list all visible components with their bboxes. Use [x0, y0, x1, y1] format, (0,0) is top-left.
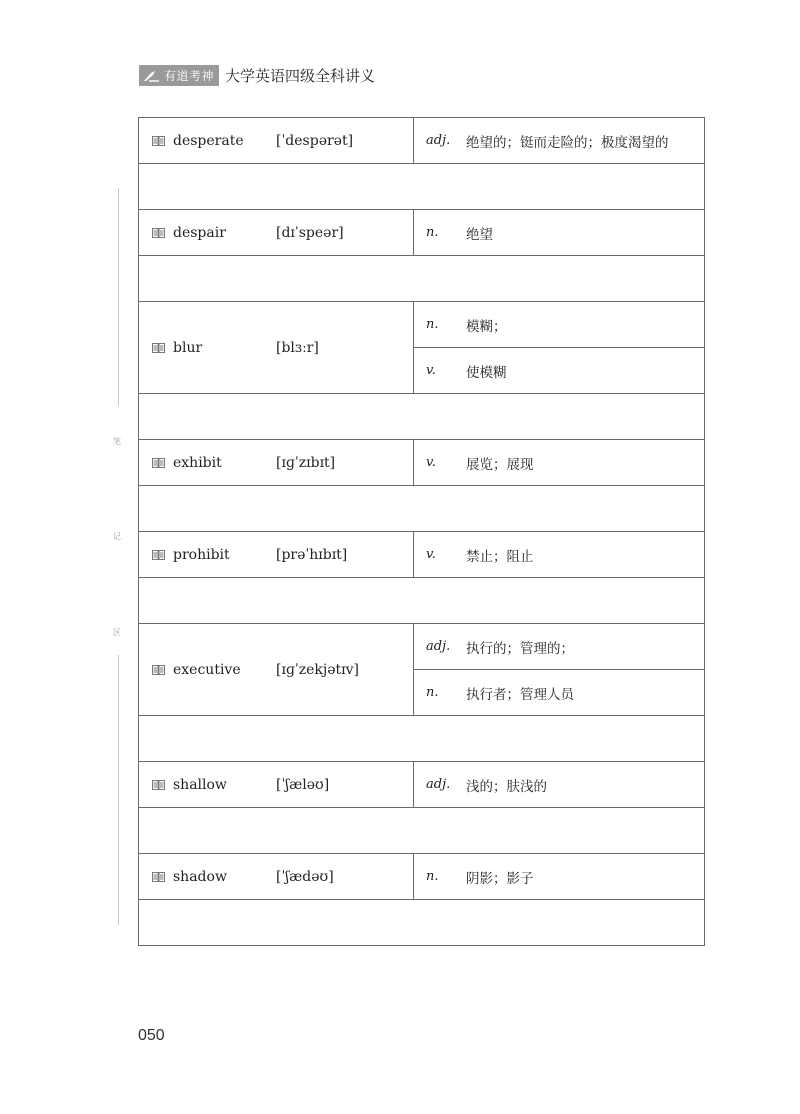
book-icon — [152, 665, 165, 675]
headword: shadow — [173, 868, 227, 885]
side-note-char: 区 — [113, 628, 121, 637]
side-note-char: 笔 — [113, 437, 121, 446]
blank-cell — [139, 486, 705, 532]
brand-name: 有道考神 — [164, 69, 215, 83]
headword: despair — [173, 224, 226, 241]
phonetic: [ˈʃædəʊ] — [276, 868, 334, 885]
definition-cell — [414, 348, 705, 394]
book-icon — [152, 872, 165, 882]
book-icon — [152, 343, 165, 353]
phonetic: [ɪɡˈzekjətɪv] — [276, 661, 359, 678]
blank-cell — [139, 808, 705, 854]
definition-cell — [414, 302, 705, 348]
blank-cell — [139, 164, 705, 210]
word-cell — [139, 762, 414, 808]
part-of-speech: v. — [426, 455, 436, 470]
meaning: 绝望 — [466, 226, 493, 243]
definition-cell — [414, 762, 705, 808]
meaning: 模糊； — [466, 318, 507, 335]
vocabulary-table — [138, 117, 705, 946]
part-of-speech: adj. — [426, 133, 451, 148]
headword: executive — [173, 661, 241, 678]
word-cell — [139, 118, 414, 164]
meaning: 执行的；管理的； — [466, 640, 574, 657]
side-note-char: 记 — [113, 532, 121, 541]
side-divider-bottom — [118, 655, 119, 925]
pen-logo-icon — [143, 70, 161, 82]
part-of-speech: v. — [426, 547, 436, 562]
blank-row — [139, 716, 705, 762]
part-of-speech: adj. — [426, 639, 451, 654]
blank-cell — [139, 716, 705, 762]
book-icon — [152, 136, 165, 146]
side-divider-top — [118, 188, 119, 406]
meaning: 浅的；肤浅的 — [466, 778, 547, 795]
blank-row — [139, 808, 705, 854]
phonetic: [dɪˈspeər] — [276, 224, 344, 241]
book-title: 大学英语四级全科讲义 — [225, 67, 376, 85]
phonetic: [prəˈhɪbɪt] — [276, 546, 348, 563]
brand-badge — [139, 65, 219, 86]
table-row — [139, 854, 705, 900]
table-row — [139, 118, 705, 164]
phonetic: [ˈdespərət] — [276, 132, 354, 149]
book-icon — [152, 458, 165, 468]
blank-row — [139, 394, 705, 440]
definition-cell — [414, 118, 705, 164]
page-number: 050 — [138, 1027, 165, 1044]
blank-row — [139, 256, 705, 302]
phonetic: [ɪɡˈzɪbɪt] — [276, 454, 336, 471]
phonetic: [blɜːr] — [276, 339, 319, 356]
word-cell — [139, 624, 414, 716]
definition-cell — [414, 532, 705, 578]
part-of-speech: n. — [426, 225, 439, 240]
word-cell — [139, 302, 414, 394]
part-of-speech: v. — [426, 363, 436, 378]
meaning: 使模糊 — [466, 364, 507, 381]
blank-cell — [139, 394, 705, 440]
blank-row — [139, 578, 705, 624]
blank-cell — [139, 578, 705, 624]
headword: shallow — [173, 776, 227, 793]
meaning: 执行者；管理人员 — [466, 686, 574, 703]
word-cell — [139, 532, 414, 578]
blank-row — [139, 900, 705, 946]
headword: blur — [173, 339, 203, 356]
headword: exhibit — [173, 454, 222, 471]
definition-cell — [414, 210, 705, 256]
table-row — [139, 302, 705, 348]
definition-cell — [414, 854, 705, 900]
part-of-speech: n. — [426, 869, 439, 884]
table-row — [139, 440, 705, 486]
headword: desperate — [173, 132, 244, 149]
book-icon — [152, 228, 165, 238]
blank-row — [139, 164, 705, 210]
part-of-speech: n. — [426, 685, 439, 700]
table-row — [139, 762, 705, 808]
part-of-speech: n. — [426, 317, 439, 332]
definition-cell — [414, 670, 705, 716]
definition-cell — [414, 624, 705, 670]
book-icon — [152, 550, 165, 560]
meaning: 绝望的；铤而走险的；极度渴望的 — [466, 134, 669, 151]
page-header — [139, 65, 375, 86]
blank-row — [139, 486, 705, 532]
book-icon — [152, 780, 165, 790]
definition-cell — [414, 440, 705, 486]
table-row — [139, 532, 705, 578]
part-of-speech: adj. — [426, 777, 451, 792]
blank-cell — [139, 900, 705, 946]
table-row — [139, 624, 705, 670]
phonetic: [ˈʃæləʊ] — [276, 776, 330, 793]
meaning: 禁止；阻止 — [466, 548, 534, 565]
headword: prohibit — [173, 546, 230, 563]
word-cell — [139, 440, 414, 486]
meaning: 阴影；影子 — [466, 870, 534, 887]
meaning: 展览；展现 — [466, 456, 534, 473]
blank-cell — [139, 256, 705, 302]
word-cell — [139, 210, 414, 256]
word-cell — [139, 854, 414, 900]
table-row — [139, 210, 705, 256]
